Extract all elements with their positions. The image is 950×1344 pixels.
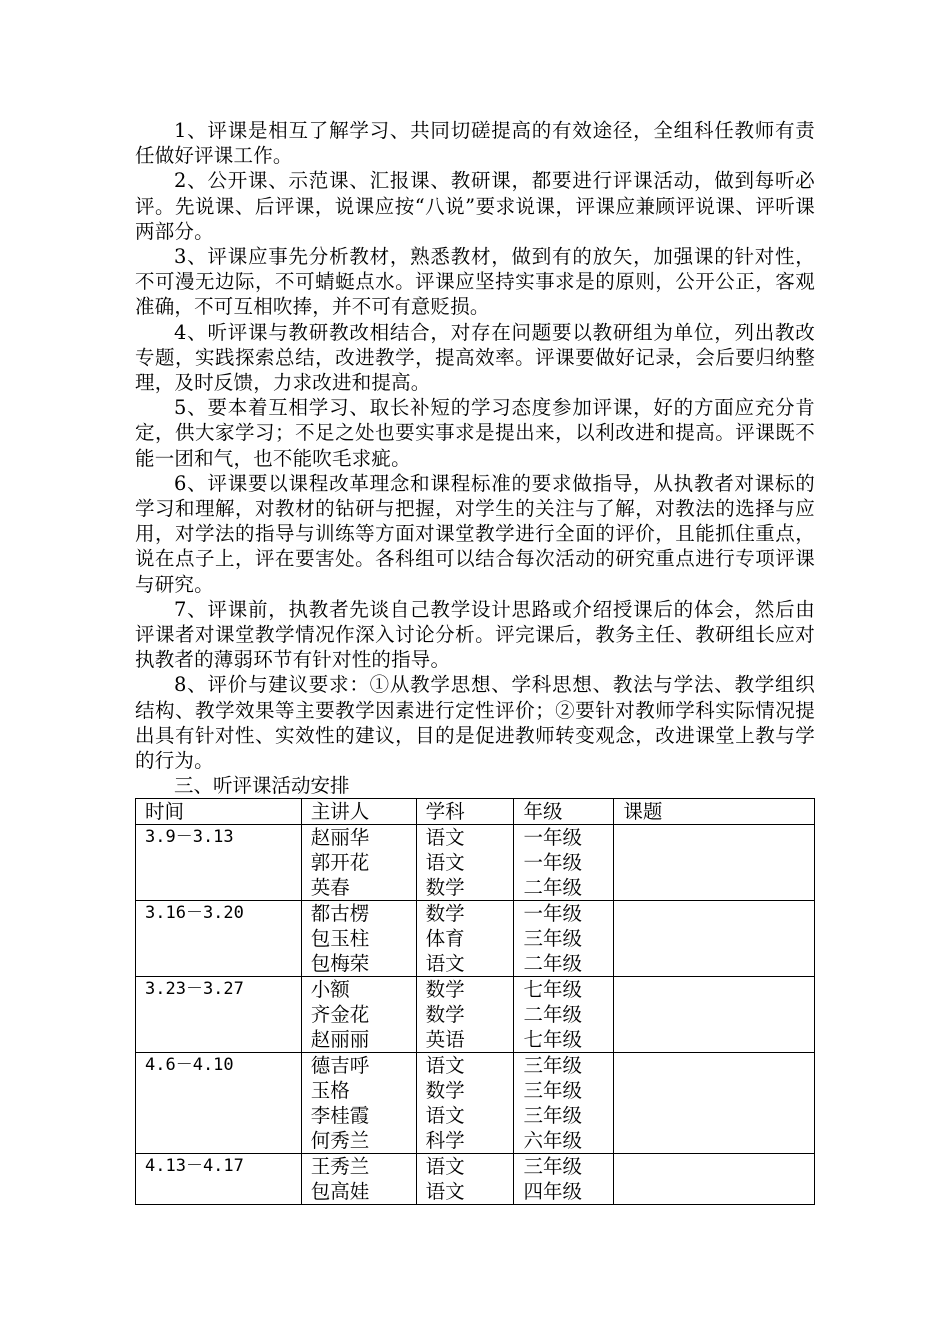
cell-grades xyxy=(514,825,614,901)
cell-time: 4.13－4.17 xyxy=(136,1154,302,1205)
section-title: 三、听评课活动安排 xyxy=(174,774,350,798)
cell-speakers xyxy=(301,825,416,901)
grade-name: 一年级 xyxy=(523,826,582,850)
speaker-name: 小额 xyxy=(310,978,350,1002)
cell-topic xyxy=(614,901,815,977)
speaker-name: 齐金花 xyxy=(310,1003,370,1027)
cell-subjects xyxy=(416,901,514,977)
cell-grades xyxy=(514,1154,614,1205)
speaker-name: 郭开花 xyxy=(310,851,370,875)
grade-name: 一年级 xyxy=(523,902,582,926)
cell-subjects xyxy=(416,825,514,901)
paragraph-5: 5、要本着互相学习、取长补短的学习态度参加评课，好的方面应充分肯定，供大家学习；不足之处也要实事求是提出来，以利改进和提高。评课既不能一团和气，也不能吹毛求疵。 xyxy=(135,396,815,470)
speaker-name: 英春 xyxy=(310,876,350,900)
subject-name: 数学 xyxy=(425,902,465,926)
cell-time: 3.23－3.27 xyxy=(136,977,302,1053)
grade-name: 三年级 xyxy=(523,927,582,951)
cell-topic xyxy=(614,1053,815,1154)
cell-subjects xyxy=(416,1154,514,1205)
speaker-name: 包玉柱 xyxy=(310,927,370,951)
cell-subjects xyxy=(416,1053,514,1154)
cell-speakers xyxy=(301,1154,416,1205)
speaker-name: 王秀兰 xyxy=(310,1155,370,1179)
subject-name: 英语 xyxy=(425,1028,465,1052)
paragraph-8: 8、评价与建议要求：①从教学思想、学科思想、教法与学法、教学组织结构、教学效果等主要教学因素进行定性评价；②要针对教师学科实际情况提出具有针对性、实效性的建议，目的是促进教师转变观念，改进课堂上教与学的行为。 xyxy=(135,673,815,773)
cell-topic xyxy=(614,825,815,901)
subject-name: 语文 xyxy=(425,1155,465,1179)
subject-name: 语文 xyxy=(425,1054,465,1078)
table-row xyxy=(136,1053,815,1154)
table-row xyxy=(136,901,815,977)
speaker-name: 何秀兰 xyxy=(310,1129,370,1153)
cell-time: 3.9－3.13 xyxy=(136,825,302,901)
table-body xyxy=(136,825,815,1205)
subject-name: 语文 xyxy=(425,851,465,875)
document-page xyxy=(135,118,815,1205)
header-time: 时间 xyxy=(136,799,302,825)
paragraph-6: 6、评课要以课程改革理念和课程标准的要求做指导，从执教者对课标的学习和理解，对教材的钻研与把握，对学生的关注与了解，对教法的选择与应用，对学法的指导与训练等方面对课堂教学进行全面的评价，且能抓住重点，说在点子上，评在要害处。各科组可以结合每次活动的研究重点进行专项评课与研究。 xyxy=(135,471,815,596)
cell-topic xyxy=(614,1154,815,1205)
cell-speakers xyxy=(301,977,416,1053)
subject-name: 语文 xyxy=(425,952,465,976)
speaker-name: 玉格 xyxy=(310,1079,350,1103)
table-row xyxy=(136,1154,815,1205)
header-speaker: 主讲人 xyxy=(301,799,416,825)
table-header-row xyxy=(136,799,815,825)
cell-subjects xyxy=(416,977,514,1053)
grade-name: 二年级 xyxy=(523,876,582,900)
paragraph-1: 1、评课是相互了解学习、共同切磋提高的有效途径，全组科任教师有责任做好评课工作。 xyxy=(135,119,815,168)
grade-name: 二年级 xyxy=(523,1003,582,1027)
cell-speakers xyxy=(301,901,416,977)
cell-grades xyxy=(514,1053,614,1154)
grade-name: 四年级 xyxy=(523,1180,582,1204)
subject-name: 语文 xyxy=(425,1180,465,1204)
paragraph-2: 2、公开课、示范课、汇报课、教研课，都要进行评课活动，做到每听必评。先说课、后评课，说课应按“八说”要求说课，评课应兼顾评说课、评听课两部分。 xyxy=(135,169,815,243)
header-subject: 学科 xyxy=(416,799,514,825)
speaker-name: 都古楞 xyxy=(310,902,370,926)
speaker-name: 赵丽华 xyxy=(310,826,370,850)
schedule-table xyxy=(135,798,815,1205)
subject-name: 数学 xyxy=(425,876,465,900)
header-grade: 年级 xyxy=(514,799,614,825)
table-row xyxy=(136,977,815,1053)
grade-name: 六年级 xyxy=(523,1129,582,1153)
header-topic: 课题 xyxy=(614,799,815,825)
cell-topic xyxy=(614,977,815,1053)
grade-name: 三年级 xyxy=(523,1054,582,1078)
grade-name: 七年级 xyxy=(523,978,582,1002)
cell-time: 4.6－4.10 xyxy=(136,1053,302,1154)
cell-time: 3.16－3.20 xyxy=(136,901,302,977)
speaker-name: 赵丽丽 xyxy=(310,1028,370,1052)
subject-name: 体育 xyxy=(425,927,465,951)
cell-speakers xyxy=(301,1053,416,1154)
subject-name: 数学 xyxy=(425,978,465,1002)
grade-name: 一年级 xyxy=(523,851,582,875)
subject-name: 数学 xyxy=(425,1003,465,1027)
subject-name: 语文 xyxy=(425,826,465,850)
subject-name: 语文 xyxy=(425,1104,465,1128)
speaker-name: 包梅荣 xyxy=(310,952,370,976)
subject-name: 数学 xyxy=(425,1079,465,1103)
subject-name: 科学 xyxy=(425,1129,465,1153)
paragraph-7: 7、评课前，执教者先谈自己教学设计思路或介绍授课后的体会，然后由评课者对课堂教学情况作深入讨论分析。评完课后，教务主任、教研组长应对执教者的薄弱环节有针对性的指导。 xyxy=(135,597,815,672)
grade-name: 三年级 xyxy=(523,1104,582,1128)
grade-name: 三年级 xyxy=(523,1155,582,1179)
speaker-name: 包高娃 xyxy=(310,1180,370,1204)
table-row xyxy=(136,825,815,901)
cell-grades xyxy=(514,901,614,977)
speaker-name: 德吉呼 xyxy=(310,1054,370,1078)
grade-name: 七年级 xyxy=(523,1028,582,1052)
paragraph-3: 3、评课应事先分析教材，熟悉教材，做到有的放矢，加强课的针对性，不可漫无边际，不可蜻蜓点水。评课应坚持实事求是的原则，公开公正，客观准确，不可互相吹捧，并不可有意贬损。 xyxy=(135,245,815,319)
cell-grades xyxy=(514,977,614,1053)
grade-name: 二年级 xyxy=(523,952,582,976)
paragraph-4: 4、听评课与教研教改相结合，对存在问题要以教研组为单位，列出教改专题，实践探索总结，改进教学，提高效率。评课要做好记录，会后要归纳整理，及时反馈，力求改进和提高。 xyxy=(135,320,815,395)
grade-name: 三年级 xyxy=(523,1079,582,1103)
speaker-name: 李桂霞 xyxy=(310,1104,370,1128)
